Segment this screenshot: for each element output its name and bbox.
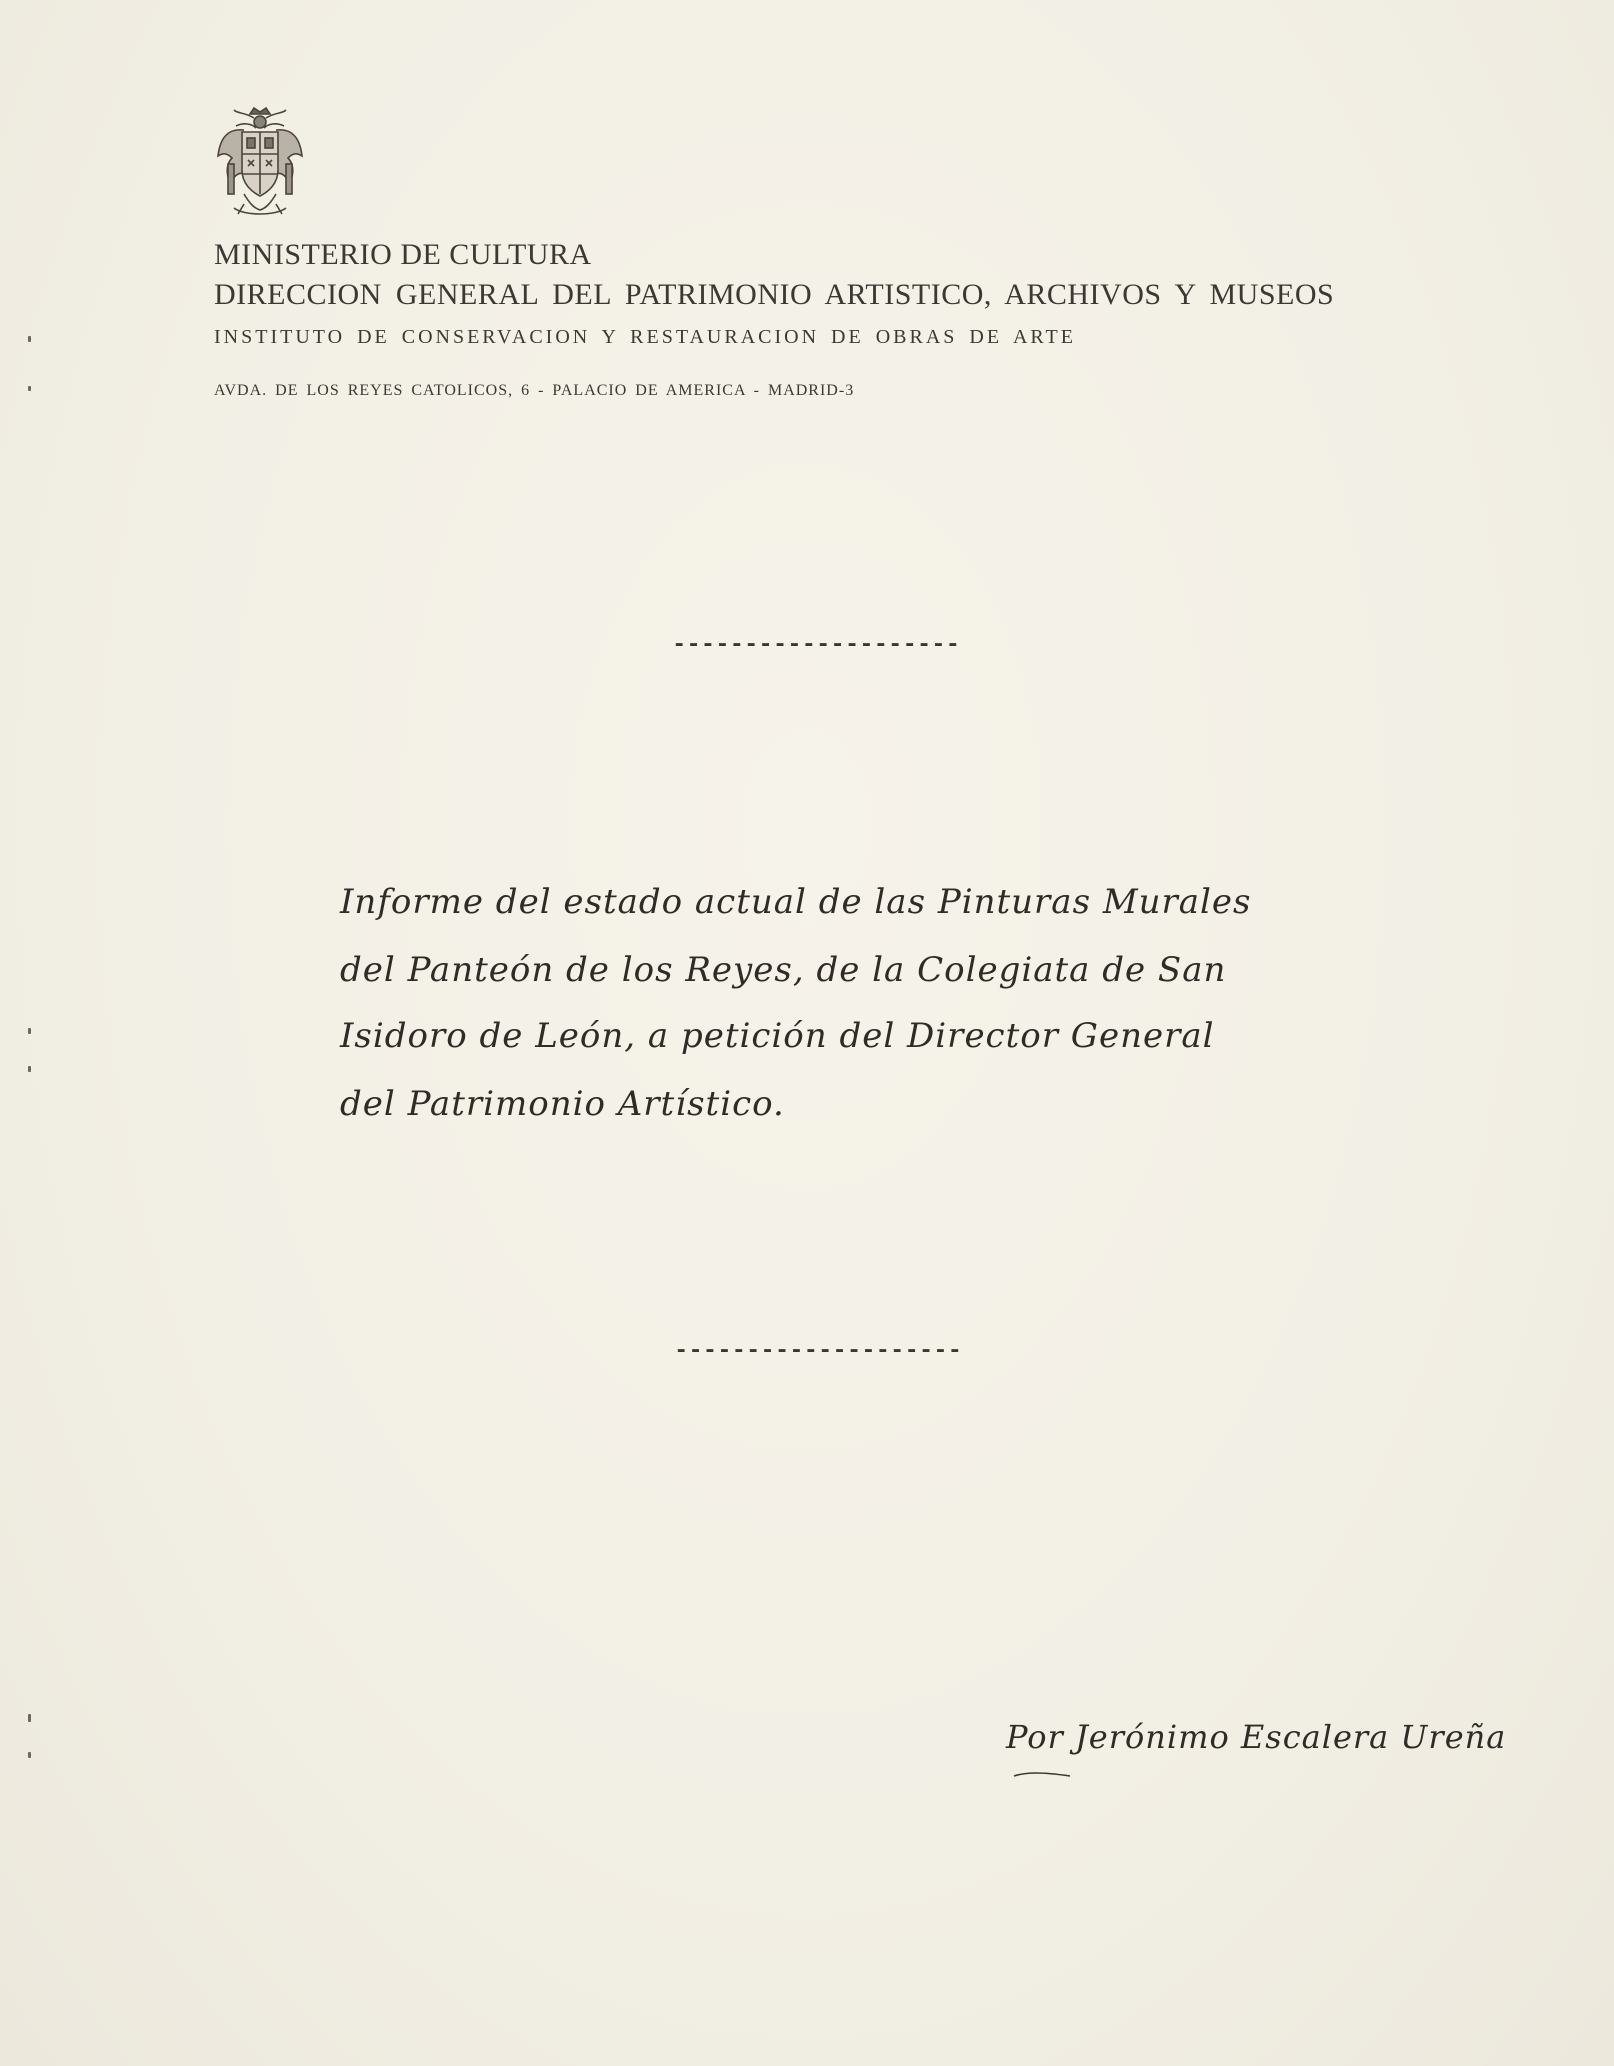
binder-mark <box>28 1028 31 1034</box>
divider-top: -------------------- <box>672 632 961 659</box>
report-title-line: Informe del estado actual de las Pinturas Murales <box>340 882 1252 922</box>
divider-bottom: -------------------- <box>674 1338 963 1365</box>
binder-mark <box>28 336 31 342</box>
directorate-name: DIRECCION GENERAL DEL PATRIMONIO ARTISTICO, ARCHIVOS Y MUSEOS <box>214 278 1335 311</box>
binder-mark <box>28 386 31 391</box>
report-title-line: Isidoro de León, a petición del Director General <box>340 1016 1215 1056</box>
author-line: Por Jerónimo Escalera Ureña <box>1006 1718 1507 1756</box>
binder-mark <box>28 1066 31 1072</box>
author-underline <box>1012 1768 1072 1780</box>
binder-mark <box>28 1752 31 1758</box>
address-line: AVDA. DE LOS REYES CATOLICOS, 6 - PALACIO DE AMERICA - MADRID-3 <box>214 382 855 399</box>
coat-of-arms-icon <box>214 104 306 220</box>
ministry-name: MINISTERIO DE CULTURA <box>214 238 592 271</box>
report-title-line: del Panteón de los Reyes, de la Colegiata de San <box>340 950 1227 990</box>
binder-mark <box>28 1714 31 1722</box>
institute-name: INSTITUTO DE CONSERVACION Y RESTAURACION DE OBRAS DE ARTE <box>214 326 1076 348</box>
report-title-line: del Patrimonio Artístico. <box>340 1084 785 1124</box>
